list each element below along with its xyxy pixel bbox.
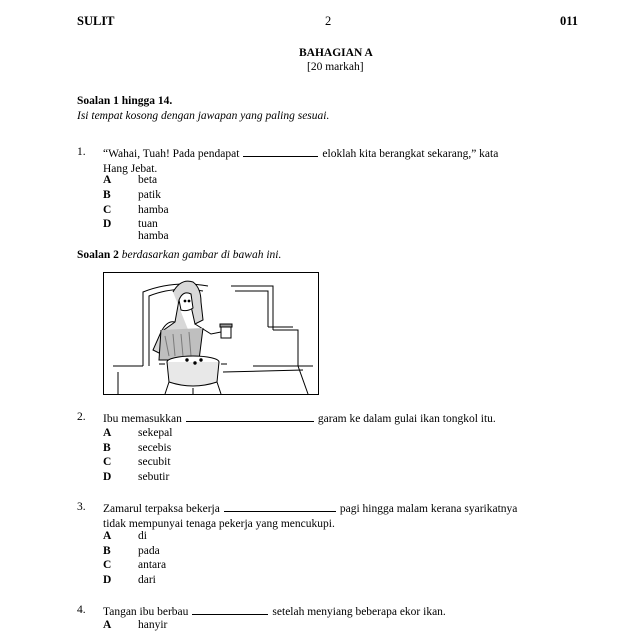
option-text: patik <box>138 189 161 201</box>
question-2-stem-after: garam ke dalam gulai ikan tongkol itu. <box>317 413 496 425</box>
option-letter: D <box>103 218 112 230</box>
section-marks: [20 markah] <box>307 61 364 73</box>
picture-instruction-bold: Soalan 2 <box>77 249 119 261</box>
option-text: tuan hamba <box>138 218 169 242</box>
question-3-number: 3. <box>77 501 86 513</box>
option-letter: C <box>103 559 112 571</box>
option-letter: D <box>103 471 112 483</box>
option-letter: A <box>103 174 112 186</box>
option-text: hanyir <box>138 619 168 631</box>
option-text: dari <box>138 574 156 586</box>
option-text: secubit <box>138 456 171 468</box>
question-1-stem-line2: Hang Jebat. <box>103 162 158 175</box>
option-letter: D <box>103 574 112 586</box>
question-3-stem-after: pagi hingga malam kerana syarikatnya <box>339 503 518 515</box>
option-text: hamba <box>138 204 169 216</box>
option-text: antara <box>138 559 167 571</box>
question-3-stem-before: Zamarul terpaksa bekerja <box>103 503 220 515</box>
answer-blank[interactable] <box>192 604 268 615</box>
option-text: di <box>138 530 147 542</box>
cooking-illustration <box>103 272 319 395</box>
option-text: sekepal <box>138 427 173 439</box>
page-number: 2 <box>325 14 332 28</box>
question-4-text <box>103 604 446 620</box>
question-3-text <box>103 501 517 531</box>
option-letter: A <box>103 427 112 439</box>
header-sulit: SULIT <box>77 14 115 28</box>
question-4-number: 4. <box>77 604 86 616</box>
option-text: secebis <box>138 442 172 454</box>
answer-blank[interactable] <box>186 411 314 422</box>
instruction-range: Soalan 1 hingga 14. <box>77 95 173 107</box>
section-title: BAHAGIAN A <box>299 47 373 59</box>
answer-blank[interactable] <box>224 501 336 512</box>
option-letter: B <box>103 545 111 557</box>
option-letter: A <box>103 619 112 631</box>
option-letter: B <box>103 189 111 201</box>
question-2-text <box>103 411 496 427</box>
option-text: beta <box>138 174 158 186</box>
question-2-stem-before: Ibu memasukkan <box>103 413 182 425</box>
answer-blank[interactable] <box>243 146 318 157</box>
option-letter: A <box>103 530 112 542</box>
picture-instruction <box>77 249 281 261</box>
question-3-stem-line2: tidak mempunyai tenaga pekerja yang mencukupi. <box>103 517 335 530</box>
question-4-stem-after: setelah menyiang beberapa ekor ikan. <box>272 606 446 618</box>
salt-jar-icon <box>220 324 232 338</box>
paper-code: 011 <box>560 14 579 28</box>
question-1-stem-before: “Wahai, Tuah! Pada pendapat <box>103 148 240 160</box>
picture-instruction-italic: berdasarkan gambar di bawah ini. <box>118 249 282 261</box>
option-letter: B <box>103 442 111 454</box>
question-1-number: 1. <box>77 146 86 158</box>
question-1-text <box>103 146 498 176</box>
question-4-stem-before: Tangan ibu berbau <box>103 606 189 618</box>
option-letter: C <box>103 456 112 468</box>
question-2-number: 2. <box>77 411 86 423</box>
question-1-stem-after: eloklah kita berangkat sekarang,” kata <box>322 148 499 160</box>
option-letter: C <box>103 204 112 216</box>
option-text: pada <box>138 545 160 557</box>
instruction-text: Isi tempat kosong dengan jawapan yang paling sesuai. <box>77 110 330 122</box>
option-text: sebutir <box>138 471 170 483</box>
